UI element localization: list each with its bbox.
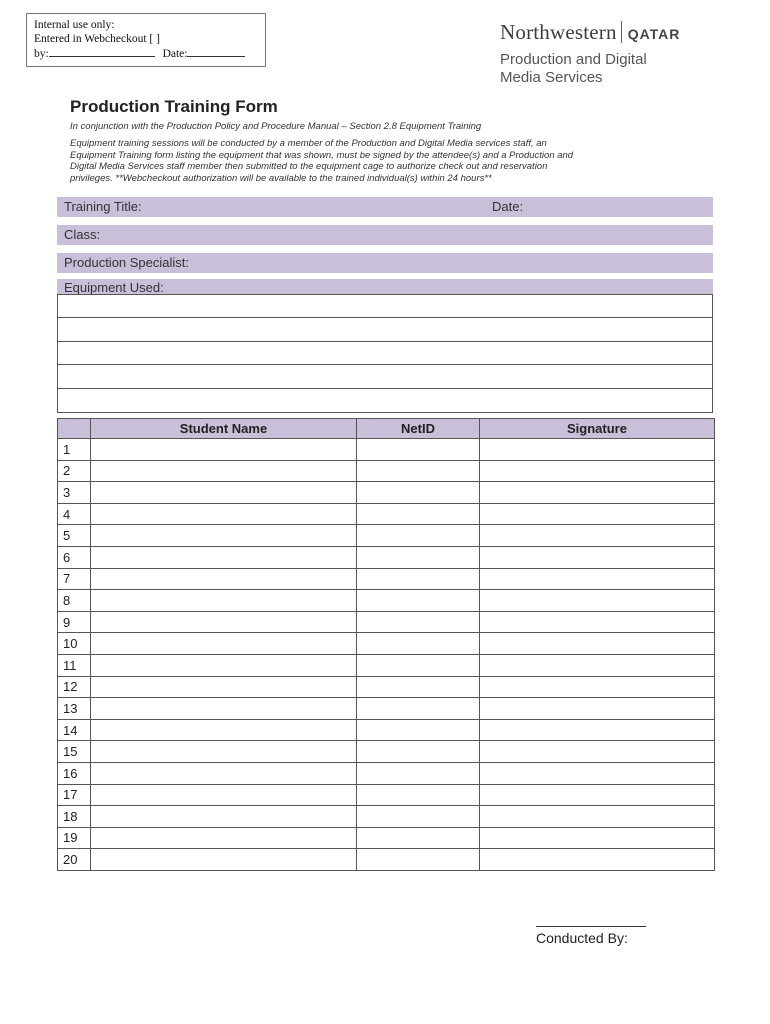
- class-field[interactable]: [57, 225, 713, 245]
- netid-cell[interactable]: [357, 741, 480, 763]
- table-row: [58, 568, 715, 590]
- table-row: [58, 784, 715, 806]
- table-row: [58, 698, 715, 720]
- table-row: [58, 633, 715, 655]
- signature-cell[interactable]: [480, 784, 715, 806]
- table-row: [58, 827, 715, 849]
- table-row: [58, 439, 715, 461]
- signature-cell[interactable]: [480, 439, 715, 461]
- netid-cell[interactable]: [357, 525, 480, 547]
- student-name-cell[interactable]: [91, 482, 357, 504]
- netid-header: NetID: [357, 419, 480, 439]
- row-number: 12: [58, 676, 91, 698]
- netid-cell[interactable]: [357, 676, 480, 698]
- signature-cell[interactable]: [480, 741, 715, 763]
- row-number: 10: [58, 633, 91, 655]
- date-label: Date:: [492, 199, 524, 214]
- netid-cell[interactable]: [357, 654, 480, 676]
- student-name-cell[interactable]: [91, 439, 357, 461]
- equipment-used-header: [57, 279, 713, 294]
- netid-cell[interactable]: [357, 568, 480, 590]
- student-name-cell[interactable]: [91, 762, 357, 784]
- row-number: 6: [58, 546, 91, 568]
- signature-cell[interactable]: [480, 806, 715, 828]
- netid-cell[interactable]: [357, 611, 480, 633]
- signature-cell[interactable]: [480, 611, 715, 633]
- internal-date-blank[interactable]: [187, 46, 245, 57]
- row-number: 1: [58, 439, 91, 461]
- signature-cell[interactable]: [480, 633, 715, 655]
- table-row: [58, 719, 715, 741]
- netid-cell[interactable]: [357, 784, 480, 806]
- table-row: [58, 849, 715, 871]
- signature-cell[interactable]: [480, 525, 715, 547]
- table-row: [58, 482, 715, 504]
- netid-cell[interactable]: [357, 590, 480, 612]
- signature-header: Signature: [480, 419, 715, 439]
- roster-body: [58, 439, 715, 871]
- netid-cell[interactable]: [357, 460, 480, 482]
- logo-separator: [621, 21, 622, 43]
- training-title-field[interactable]: [57, 197, 713, 217]
- table-row: [58, 762, 715, 784]
- netid-cell[interactable]: [357, 439, 480, 461]
- netid-cell[interactable]: [357, 806, 480, 828]
- student-name-cell[interactable]: [91, 460, 357, 482]
- netid-cell[interactable]: [357, 633, 480, 655]
- table-row: [58, 503, 715, 525]
- signature-cell[interactable]: [480, 849, 715, 871]
- row-number: 14: [58, 719, 91, 741]
- table-row: [58, 590, 715, 612]
- netid-cell[interactable]: [357, 719, 480, 741]
- row-number: 8: [58, 590, 91, 612]
- internal-use-label: Internal use only:: [34, 19, 115, 31]
- row-number: 18: [58, 806, 91, 828]
- signature-cell[interactable]: [480, 719, 715, 741]
- production-specialist-label: Production Specialist:: [64, 255, 190, 270]
- table-row: [58, 654, 715, 676]
- row-number: 15: [58, 741, 91, 763]
- signature-cell[interactable]: [480, 503, 715, 525]
- equipment-entry-line[interactable]: [58, 389, 712, 412]
- form-title: Production Training Form: [70, 97, 278, 116]
- signature-cell[interactable]: [480, 762, 715, 784]
- intro-line: privileges. **Webcheckout authorization will be available to the trained individual(s) within 24 hours**: [70, 172, 492, 184]
- student-name-cell[interactable]: [91, 698, 357, 720]
- conducted-by-block: [536, 926, 646, 946]
- logo-brand: Northwestern: [500, 20, 617, 44]
- netid-cell[interactable]: [357, 762, 480, 784]
- student-name-cell[interactable]: [91, 611, 357, 633]
- student-name-cell[interactable]: [91, 503, 357, 525]
- equipment-entry-line[interactable]: [58, 342, 712, 365]
- signature-cell[interactable]: [480, 827, 715, 849]
- intro-line: Equipment Training form listing the equipment that was shown, must be signed by the attendee(s) and a Production and: [70, 149, 574, 161]
- row-number: 9: [58, 611, 91, 633]
- table-row: [58, 611, 715, 633]
- table-row: [58, 546, 715, 568]
- student-name-cell[interactable]: [91, 525, 357, 547]
- signature-cell[interactable]: [480, 546, 715, 568]
- department-line-1: Production and Digital: [500, 51, 647, 68]
- student-name-cell[interactable]: [91, 546, 357, 568]
- student-name-cell[interactable]: [91, 849, 357, 871]
- department-line-2: Media Services: [500, 69, 603, 86]
- northwestern-qatar-logo: [500, 20, 680, 87]
- logo-region: QATAR: [627, 26, 681, 42]
- student-roster-table: [57, 418, 715, 871]
- row-number: 5: [58, 525, 91, 547]
- conducted-by-label: Conducted By:: [536, 930, 628, 946]
- row-number: 19: [58, 827, 91, 849]
- netid-cell[interactable]: [357, 503, 480, 525]
- table-row: [58, 525, 715, 547]
- student-name-header: Student Name: [91, 419, 357, 439]
- row-number-header: [58, 419, 91, 439]
- netid-cell[interactable]: [357, 698, 480, 720]
- signature-cell[interactable]: [480, 590, 715, 612]
- student-name-cell[interactable]: [91, 827, 357, 849]
- training-title-label: Training Title:: [64, 199, 142, 214]
- internal-by-date-row: [34, 46, 258, 61]
- table-row: [58, 806, 715, 828]
- student-name-cell[interactable]: [91, 633, 357, 655]
- student-name-cell[interactable]: [91, 590, 357, 612]
- by-blank[interactable]: [49, 46, 155, 57]
- signature-cell[interactable]: [480, 676, 715, 698]
- student-name-cell[interactable]: [91, 568, 357, 590]
- table-row: [58, 741, 715, 763]
- row-number: 13: [58, 698, 91, 720]
- row-number: 20: [58, 849, 91, 871]
- by-label: by:: [34, 48, 49, 60]
- signature-cell[interactable]: [480, 698, 715, 720]
- row-number: 7: [58, 568, 91, 590]
- row-number: 11: [58, 654, 91, 676]
- internal-use-box: [26, 13, 266, 67]
- signature-cell[interactable]: [480, 568, 715, 590]
- student-name-cell[interactable]: [91, 719, 357, 741]
- internal-date-label: Date:: [162, 48, 188, 60]
- table-row: [58, 460, 715, 482]
- row-number: 16: [58, 762, 91, 784]
- form-intro: [70, 138, 700, 184]
- student-name-cell[interactable]: [91, 784, 357, 806]
- row-number: 3: [58, 482, 91, 504]
- equipment-entry-line[interactable]: [58, 295, 712, 318]
- intro-line: Digital Media Services staff member then submitted to the equipment cage to authorize check out and reservation: [70, 161, 548, 172]
- netid-cell[interactable]: [357, 827, 480, 849]
- equipment-entry-line[interactable]: [58, 365, 712, 388]
- student-name-cell[interactable]: [91, 806, 357, 828]
- class-label: Class:: [64, 227, 101, 242]
- netid-cell[interactable]: [357, 849, 480, 871]
- conducted-by-signature-line[interactable]: [536, 926, 646, 927]
- equipment-entry-line[interactable]: [58, 318, 712, 341]
- equipment-list: [57, 294, 713, 413]
- netid-cell[interactable]: [357, 482, 480, 504]
- roster-header-row: [58, 419, 715, 439]
- form-subtitle: In conjunction with the Production Policy and Procedure Manual – Section 2.8 Equipment Training: [70, 121, 482, 132]
- signature-cell[interactable]: [480, 460, 715, 482]
- row-number: 2: [58, 460, 91, 482]
- netid-cell[interactable]: [357, 546, 480, 568]
- intro-line: Equipment training sessions will be conducted by a member of the Production and Digital Media services staff, an: [70, 138, 547, 149]
- student-name-cell[interactable]: [91, 676, 357, 698]
- webcheckout-entry-label: Entered in Webcheckout [ ]: [34, 33, 160, 45]
- equipment-used-label: Equipment Used:: [64, 280, 164, 295]
- student-name-cell[interactable]: [91, 741, 357, 763]
- table-row: [58, 676, 715, 698]
- row-number: 4: [58, 503, 91, 525]
- row-number: 17: [58, 784, 91, 806]
- production-specialist-field[interactable]: [57, 253, 713, 273]
- department-name: [500, 51, 680, 87]
- signature-cell[interactable]: [480, 482, 715, 504]
- signature-cell[interactable]: [480, 654, 715, 676]
- student-name-cell[interactable]: [91, 654, 357, 676]
